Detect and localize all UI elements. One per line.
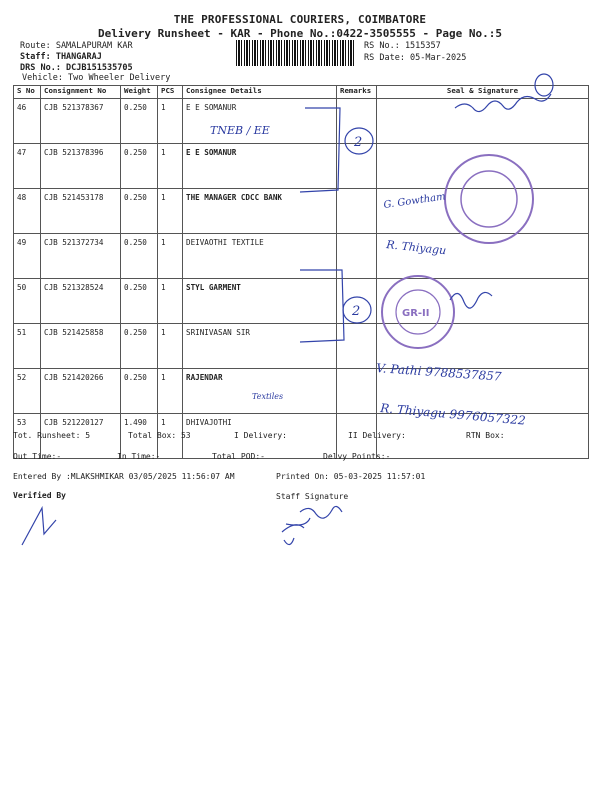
seal-signature [377,234,589,279]
table-row [14,324,589,369]
consignment-number: CJB 521220127 [41,414,121,459]
seal-signature [377,279,589,324]
weight: 0.250 [121,234,158,279]
first-delivery: I Delivery: [234,431,287,440]
entered-by: Entered By :MLAKSHMIKAR 03/05/2025 11:56:07 AM [13,472,235,481]
remarks [337,234,377,279]
pieces: 1 [158,99,183,144]
printed-on: Printed On: 05-03-2025 11:57:01 [276,472,426,481]
staff-signature-scribble [282,506,342,544]
table-row [14,279,589,324]
consignment-number: CJB 521378367 [41,99,121,144]
runsheet-subtitle: Delivery Runsheet - KAR - Phone No.:0422-3505555 - Page No.:5 [98,27,502,40]
remarks [337,189,377,234]
table-row [14,99,589,144]
weight: 0.250 [121,189,158,234]
weight: 0.250 [121,324,158,369]
staff-label: Staff: THANGARAJ [20,52,102,62]
column-header: Seal & Signature [377,86,589,99]
serial-number: 47 [14,144,41,189]
total-box: Total Box: 53 [128,431,191,440]
weight: 1.490 [121,414,158,459]
column-header: Weight [121,86,158,99]
handwritten-remark: TNEB / EE [210,124,270,137]
rs-number: RS No.: 1515357 [364,41,441,51]
delivery-points: Delvy Points:- [323,452,391,461]
staff-signature-label: Staff Signature [276,492,349,501]
rs-date: RS Date: 05-Mar-2025 [364,53,467,63]
remarks [337,99,377,144]
seal-signature [377,99,589,144]
handwritten-note: Textiles [252,392,284,401]
vehicle-label: Vehicle: Two Wheeler Delivery [22,73,171,83]
remarks [337,279,377,324]
consignment-number: CJB 521328524 [41,279,121,324]
column-header: Remarks [337,86,377,99]
handwritten-signature-phone: V. Pathi 9788537857 [375,361,502,384]
consignee: E E SOMANUR [183,144,337,189]
serial-number: 50 [14,279,41,324]
remarks [337,144,377,189]
serial-number: 46 [14,99,41,144]
company-title: THE PROFESSIONAL COURIERS, COIMBATORE [173,13,427,26]
pieces: 1 [158,324,183,369]
seal-signature [377,144,589,189]
handwritten-signature: G. Gowtham [382,191,447,211]
serial-number: 51 [14,324,41,369]
weight: 0.250 [121,279,158,324]
column-header: PCS [158,86,183,99]
consignee: DHIVAJOTHI [183,414,337,459]
pieces: 1 [158,189,183,234]
consignee: DEIVAOTHI TEXTILE [183,234,337,279]
table-row [14,369,589,414]
out-time: Out Time:- [13,452,62,461]
consignee: SRINIVASAN SIR [183,324,337,369]
pieces: 1 [158,234,183,279]
pieces: 1 [158,279,183,324]
consignment-number: CJB 521378396 [41,144,121,189]
circle-number: 2 [352,304,361,319]
pieces: 1 [158,369,183,414]
consignee: E E SOMANUR [183,99,337,144]
verified-by-label: Verified By [13,491,66,500]
seal-stamp-text: GR-II [402,308,430,319]
table-row [14,189,589,234]
seal-signature [377,369,589,414]
consignee: THE MANAGER CDCC BANK [183,189,337,234]
table-row [14,144,589,189]
serial-number: 52 [14,369,41,414]
consignment-number: CJB 521420266 [41,369,121,414]
barcode-image [236,40,356,66]
pieces: 1 [158,414,183,459]
weight: 0.250 [121,369,158,414]
weight: 0.250 [121,99,158,144]
handwritten-signature: R. Thiyagu [385,238,447,258]
consignee: STYL GARMENT [183,279,337,324]
remarks [337,369,377,414]
consignment-number: CJB 521453178 [41,189,121,234]
drs-number: DRS No.: DCJB151535705 [20,63,133,73]
table-header-row [14,86,589,99]
circle-number: 2 [354,135,363,150]
column-header: Consignment No [41,86,121,99]
route-label: Route: SAMALAPURAM KAR [20,41,133,51]
seal-signature [377,189,589,234]
serial-number: 48 [14,189,41,234]
serial-number: 49 [14,234,41,279]
column-header: S No [14,86,41,99]
serial-number: 53 [14,414,41,459]
second-delivery: II Delivery: [348,431,406,440]
consignment-number: CJB 521372734 [41,234,121,279]
total-pod: Total POD:- [212,452,265,461]
remarks [337,324,377,369]
verified-signature [22,508,56,545]
consignment-number: CJB 521425858 [41,324,121,369]
table-row [14,234,589,279]
handwritten-signature-phone: R. Thiyagu 9976057322 [379,401,527,428]
total-runsheet: Tot. Runsheet: 5 [13,431,91,440]
in-time: In Time:- [117,452,161,461]
seal-signature [377,324,589,369]
return-box: RTN Box: [466,431,505,440]
consignee: RAJENDAR [183,369,337,414]
pieces: 1 [158,144,183,189]
weight: 0.250 [121,144,158,189]
runsheet-table [13,85,589,459]
column-header: Consignee Details [183,86,337,99]
